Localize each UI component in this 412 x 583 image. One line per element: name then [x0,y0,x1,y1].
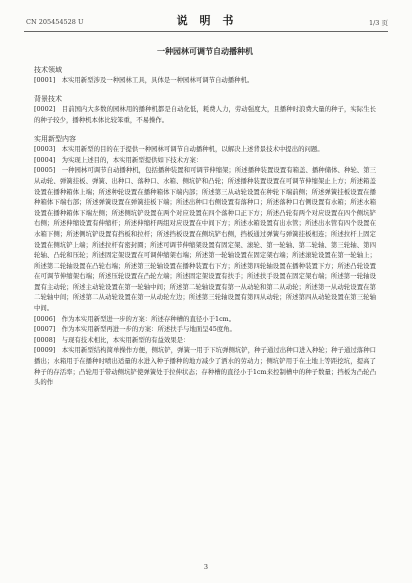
paragraph: [0002] 目前国内大多数的园林用的播种机都是自动化低，耗费人力，劳动强度大，且播种时浪费大量的种子，实际生长的种子较少，播种机本体比较笨重，不易操作。 [34,105,376,124]
page-of-count: 1/3 页 [368,19,388,27]
section-heading: 背景技术 [34,94,62,103]
section-heading: 实用新型内容 [34,134,76,143]
paragraph: [0001] 本实用新型涉及一种园林工具，具体是一种园林可调节自动播种机。 [34,76,254,85]
document-number: CN 205454528 U [26,18,84,26]
document-body [34,46,376,388]
paragraph: [0003] 本实用新型的目的在于提供一种园林可调节自动播种机，以解决上述背景技术中提出的问题。 [34,145,324,154]
paragraph: [0007] 作为本实用新型再进一步的方案：所述扶手与地面呈45度角。 [34,325,236,334]
page-number: 3 [203,563,209,571]
paragraph: [0005] 一种园林可调节自动播种机，包括播种装置和可调节伸缩架；所述播种装置设置有箱盖、播种储体、种轮、第三从动轮、弹簧挂板、弹簧、出种口、落种口、水箱、侧坑铲和凸轮；所述播种装置设置在可调节伸缩架止上方；所述箱盖设置在播种箱体上端；所述种轮设置在播种箱体下端内部；所述第三从动轮设置在种轮下端前侧；所述弹簧挂板设置在播种箱体下端右部；所述弹簧设置在弹簧挂板下端；所述出种口右侧设置有落种口；所述落种口右侧设置有水箱；所述水箱设置在播种箱体下端左侧；所述侧坑铲设置在两个对应设置在四个落种口正下方；所述凸轮有两个对应设置在四个侧坑铲右侧；所述伸缩设置有伸缩杆；所述伸缩杆两组对应设置在中间下方；所述水箱设置有出水管；所述出水管有四个设置在水箱下侧；所述侧坑铲设置有挡板和拉杆；所述挡板设置在侧坑铲右侧，挡板通过弹簧与弹簧挂板相连；所述拉杆上固定设置在侧坑铲上端；所述拉杆有密封圈；所述可调节伸缩架设置有固定架、滚轮、第一轮轴、第二轮轴、第三轮轴、第四轮轴、凸轮和压轮；所述固定架设置在可调伸缩架右端；所述第一轮轴设置在固定架右端；所述滚轮设置在第一轮轴上；所述第二轮轴设置在凸轮右端；所述第三轮轴设置在播种装置右下方；所述第四轮轴设置在播种装置下方；所述凸轮设置在可调节伸缩架右端；所述压轮设置在凸轮左端；所述固定架设置有扶手；所述扶手设置在固定架右端；所述第一轮轴设置有主动轮；所述主动轮设置在第一轮轴中间；所述第二轮轴设置有第一从动轮和第二从动轮；所述第一从动轮设置在第二轮轴中间；所述第二从动轮设置在第一从动轮左边；所述第三轮轴设置有第四从动轮；所述第四从动轮设置在第三轮轴中间。 [34,166,376,313]
paragraph: [0006] 作为本实用新型进一步的方案：所述存种槽的直径小于1cm。 [34,314,236,323]
document-title: 一种园林可调节自动播种机 [157,46,253,56]
header-rule [24,31,388,32]
paragraph: [0008] 与现有技术相比，本实用新型的有益效果是： [34,335,190,344]
section-heading: 技术领域 [34,65,62,74]
page-heading: 说 明 书 [176,14,238,27]
paragraph: [0009] 本实用新型结构简单操作方便，侧坑铲，弹簧一用于下坑弹侧坑铲，种子通过出种口进入种轮；种子通过落种口播出；水箱用于在播种时喷出适量的水进入种子播种的地方减少了洒水的劳动力；侧坑铲用于在土地上等距挖坑，提高了种子的存活率；凸轮用于带动侧坑铲使弹簧处于拉伸状态；存种槽的直径小于1cm来控制槽中的种子数量；挡板为凸轮凸头的作 [34,346,376,387]
page-header [26,12,388,28]
paragraph: [0004] 为实现上述目的，本实用新型提供如下技术方案： [34,155,203,164]
